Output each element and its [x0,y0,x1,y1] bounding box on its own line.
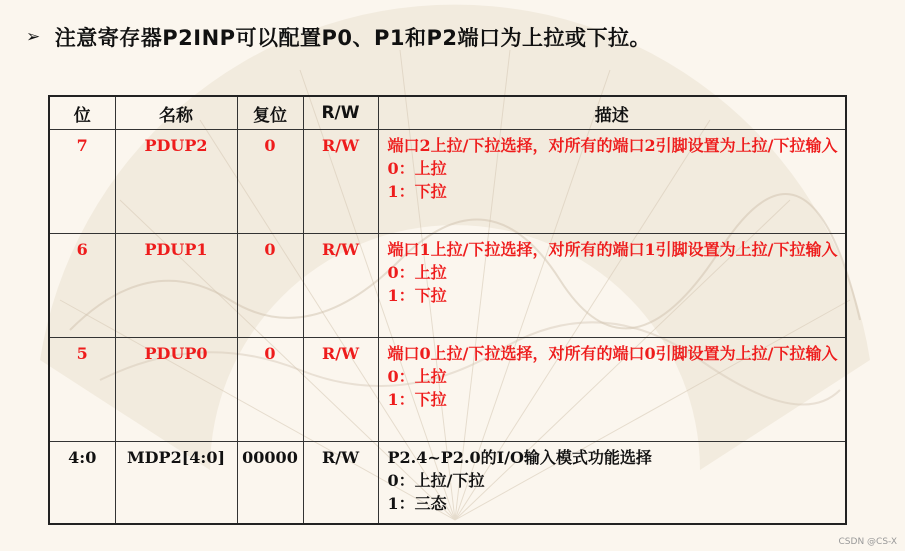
description-line: 0：上拉 [387,159,447,178]
cell-bit: 4:0 [49,442,115,524]
description-line: 1：下拉 [387,390,447,409]
description-line: 端口1上拉/下拉选择，对所有的端口1引脚设置为上拉/下拉输入 [387,240,838,259]
arrow-bullet-icon: ➢ [26,27,41,47]
description-line: 1：三态 [387,494,447,513]
cell-reset: 0 [237,338,303,442]
cell-reset: 0 [237,234,303,338]
table-row [49,338,846,442]
header-reset: 复位 [237,96,303,130]
cell-name: MDP2[4:0] [115,442,237,524]
cell-description [378,234,846,338]
description-line: 端口2上拉/下拉选择，对所有的端口2引脚设置为上拉/下拉输入 [387,136,838,155]
description-line: 1：下拉 [387,286,447,305]
cell-reset: 00000 [237,442,303,524]
description-line: 0：上拉/下拉 [387,471,485,490]
register-table [48,95,847,525]
cell-rw: R/W [303,130,378,234]
header-description: 描述 [378,96,846,130]
description-line: 端口0上拉/下拉选择，对所有的端口0引脚设置为上拉/下拉输入 [387,344,838,363]
cell-rw: R/W [303,234,378,338]
table-header-row [49,96,846,130]
cell-name: PDUP0 [115,338,237,442]
table-row [49,442,846,524]
cell-bit: 5 [49,338,115,442]
cell-bit: 7 [49,130,115,234]
cell-name: PDUP2 [115,130,237,234]
table-row [49,130,846,234]
cell-rw: R/W [303,338,378,442]
cell-description [378,338,846,442]
cell-rw: R/W [303,442,378,524]
header-bit: 位 [49,96,115,130]
description-line: P2.4~P2.0的I/O输入模式功能选择 [387,448,652,467]
cell-description [378,130,846,234]
cell-reset: 0 [237,130,303,234]
header-name: 名称 [115,96,237,130]
cell-name: PDUP1 [115,234,237,338]
table-row [49,234,846,338]
slide-heading [26,22,651,52]
cell-bit: 6 [49,234,115,338]
header-rw: R/W [303,96,378,130]
description-line: 1：下拉 [387,182,447,201]
csdn-watermark: CSDN @CS-X [838,537,897,547]
heading-text: 注意寄存器P2INP可以配置P0、P1和P2端口为上拉或下拉。 [54,26,652,50]
description-line: 0：上拉 [387,367,447,386]
cell-description [378,442,846,524]
description-line: 0：上拉 [387,263,447,282]
